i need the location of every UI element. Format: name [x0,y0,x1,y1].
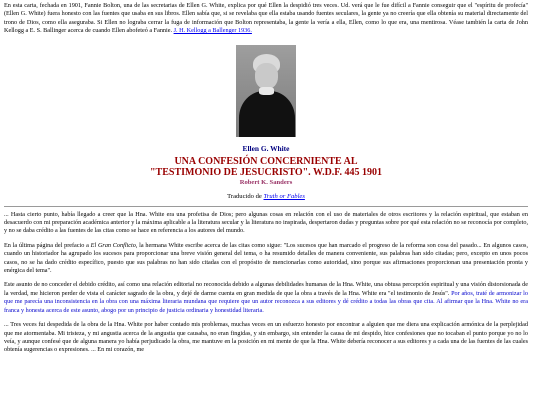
photo-block [4,45,528,153]
paragraph-2 [4,242,528,276]
paragraph-3 [4,281,528,315]
para2-after: , la hermana White escribe acerca de las citas como sigue: "Los sucesos que han marcado el progreso de la reforma son cosa del pasado... En algunos casos, cuando un historiador ha agrupado los sucesos para proporcionar una breve visión general del tema, o ha resumido detalles de manera conveniente, sus palabras han sido citadas; pero, excepto en unos pocos casos, no se ha dado crédito específico, puesto que sus palabras no han sido citadas con el propósito de mencionarlas como autoridad, sino porque sus afirmaciones proporcionan una presentación pronta y enérgica del tema". [4,241,528,275]
page-title [4,156,528,178]
intro-paragraph [4,2,528,36]
translated-prefix: Traducido de [227,192,262,200]
title-line-2: "TESTIMONIO DE JESUCRISTO". W.D.F. 445 1901 [150,166,382,178]
truth-or-fables-link[interactable]: Truth or Fables [263,192,305,200]
great-controversy-title: El Gran Conflicto [90,241,136,249]
para2-before: En la última página del prefacio a [4,241,89,249]
para3-blue: Por años, traté de armonizar lo que me parecía una inconsistencia en la obra con una máxima literaria mundana que requiere que un autor reconozca a sus editores y dé crédito a todas las obras que cita. Al afirmar que la Hna. White no era franca y honesta acerca de este asunto, abogo por un principio de justicia ordinaria y honestidad literaria. [4,289,528,314]
intro-text: En esta carta, fechada en 1901, Fannie Bolton, una de las secretarias de Ellen G. White, explica por qué Ellen la despidió tres veces. Ud. verá que le fue difícil a Fannie conseguir que el "espíritu de profecía" (Ellen G. White) fuera honesto con las fuentes que usaba en sus libros. Ellen sabía que, si se revelaba que ella estaba usando fuentes seculares, la gente ya no creería que ella obtenía su material directamente del trono de Dios, como ella aseguraba. Si Ellen no lograba cerrar la fuga de información que Bolton representaba, la gente la vería a ella, Ellen, como lo que era, una mentirosa. Véase también la carta de John Kellogg a E. S. Ballinger acerca de cuando Ellen abofeteó a Fannie. [4,2,528,35]
photo-caption: Ellen G. White [242,143,290,153]
title-line-1: UNA CONFESIÓN CONCERNIENTE AL [174,155,358,167]
paragraph-4: ... Tres veces fui despedida de la obra de la Hna. White por haber contado mis problemas, muchas veces en un esfuerzo honesto por encontrar a alguien que me diera una explicación armónica de la perplejidad que me atormentaba. Mi tristeza, y mi angustia acerca de la angustia que causaba, no eran fingidas, y sin embargo, sin entender la causa de mi despido, hice confesiones que no tocaban el punto porque yo no lo veía, y aunque confesé que de alguna manera yo había perjudicado la obra, me mantuve en la posición en mi mente de que la Hna. White debería reconocer a sus editores y a cada una de las fuentes de las cuales obtenía sugerencias o expresiones. ... En mi corazón, me [4,321,528,354]
para3-black: Este asunto de no conceder el debido crédito, así como una relación editorial no reconocida debido a algunas debilidades humanas de la Hna. White, una obtusa percepción espiritual y una visión distorsionada de la verdad, me hicieron perder de vista el carácter sagrado de la obra, y dejé de darme cuenta en gran medida de que la obra a través de la Hna. White era "el testimonio de Jesús". [4,281,528,297]
paragraph-1: ... Hasta cierto punto, había llegado a creer que la Hna. White era una profetisa de Dios; pero algunas cosas en relación con el uso de materiales de otros escritores y la relación espiritual, que estaban en desacuerdo con mi preparación académica anterior y la máxima aplicable a la literatura secular y la literatura no inspirada, despertaron dudas y preguntas sobre por qué esta relación no se reconocía por completo, y no se daba crédito a las fuentes de las citas como se hace en referencia a los autores del mundo. [4,210,528,235]
translation-note [4,193,528,201]
ellen-white-portrait [236,45,296,137]
kellogg-ballenger-link[interactable]: J. H. Kellogg a Ballenger 1936. [173,27,252,35]
divider [4,206,528,207]
author-name: Robert K. Sanders [239,178,293,186]
